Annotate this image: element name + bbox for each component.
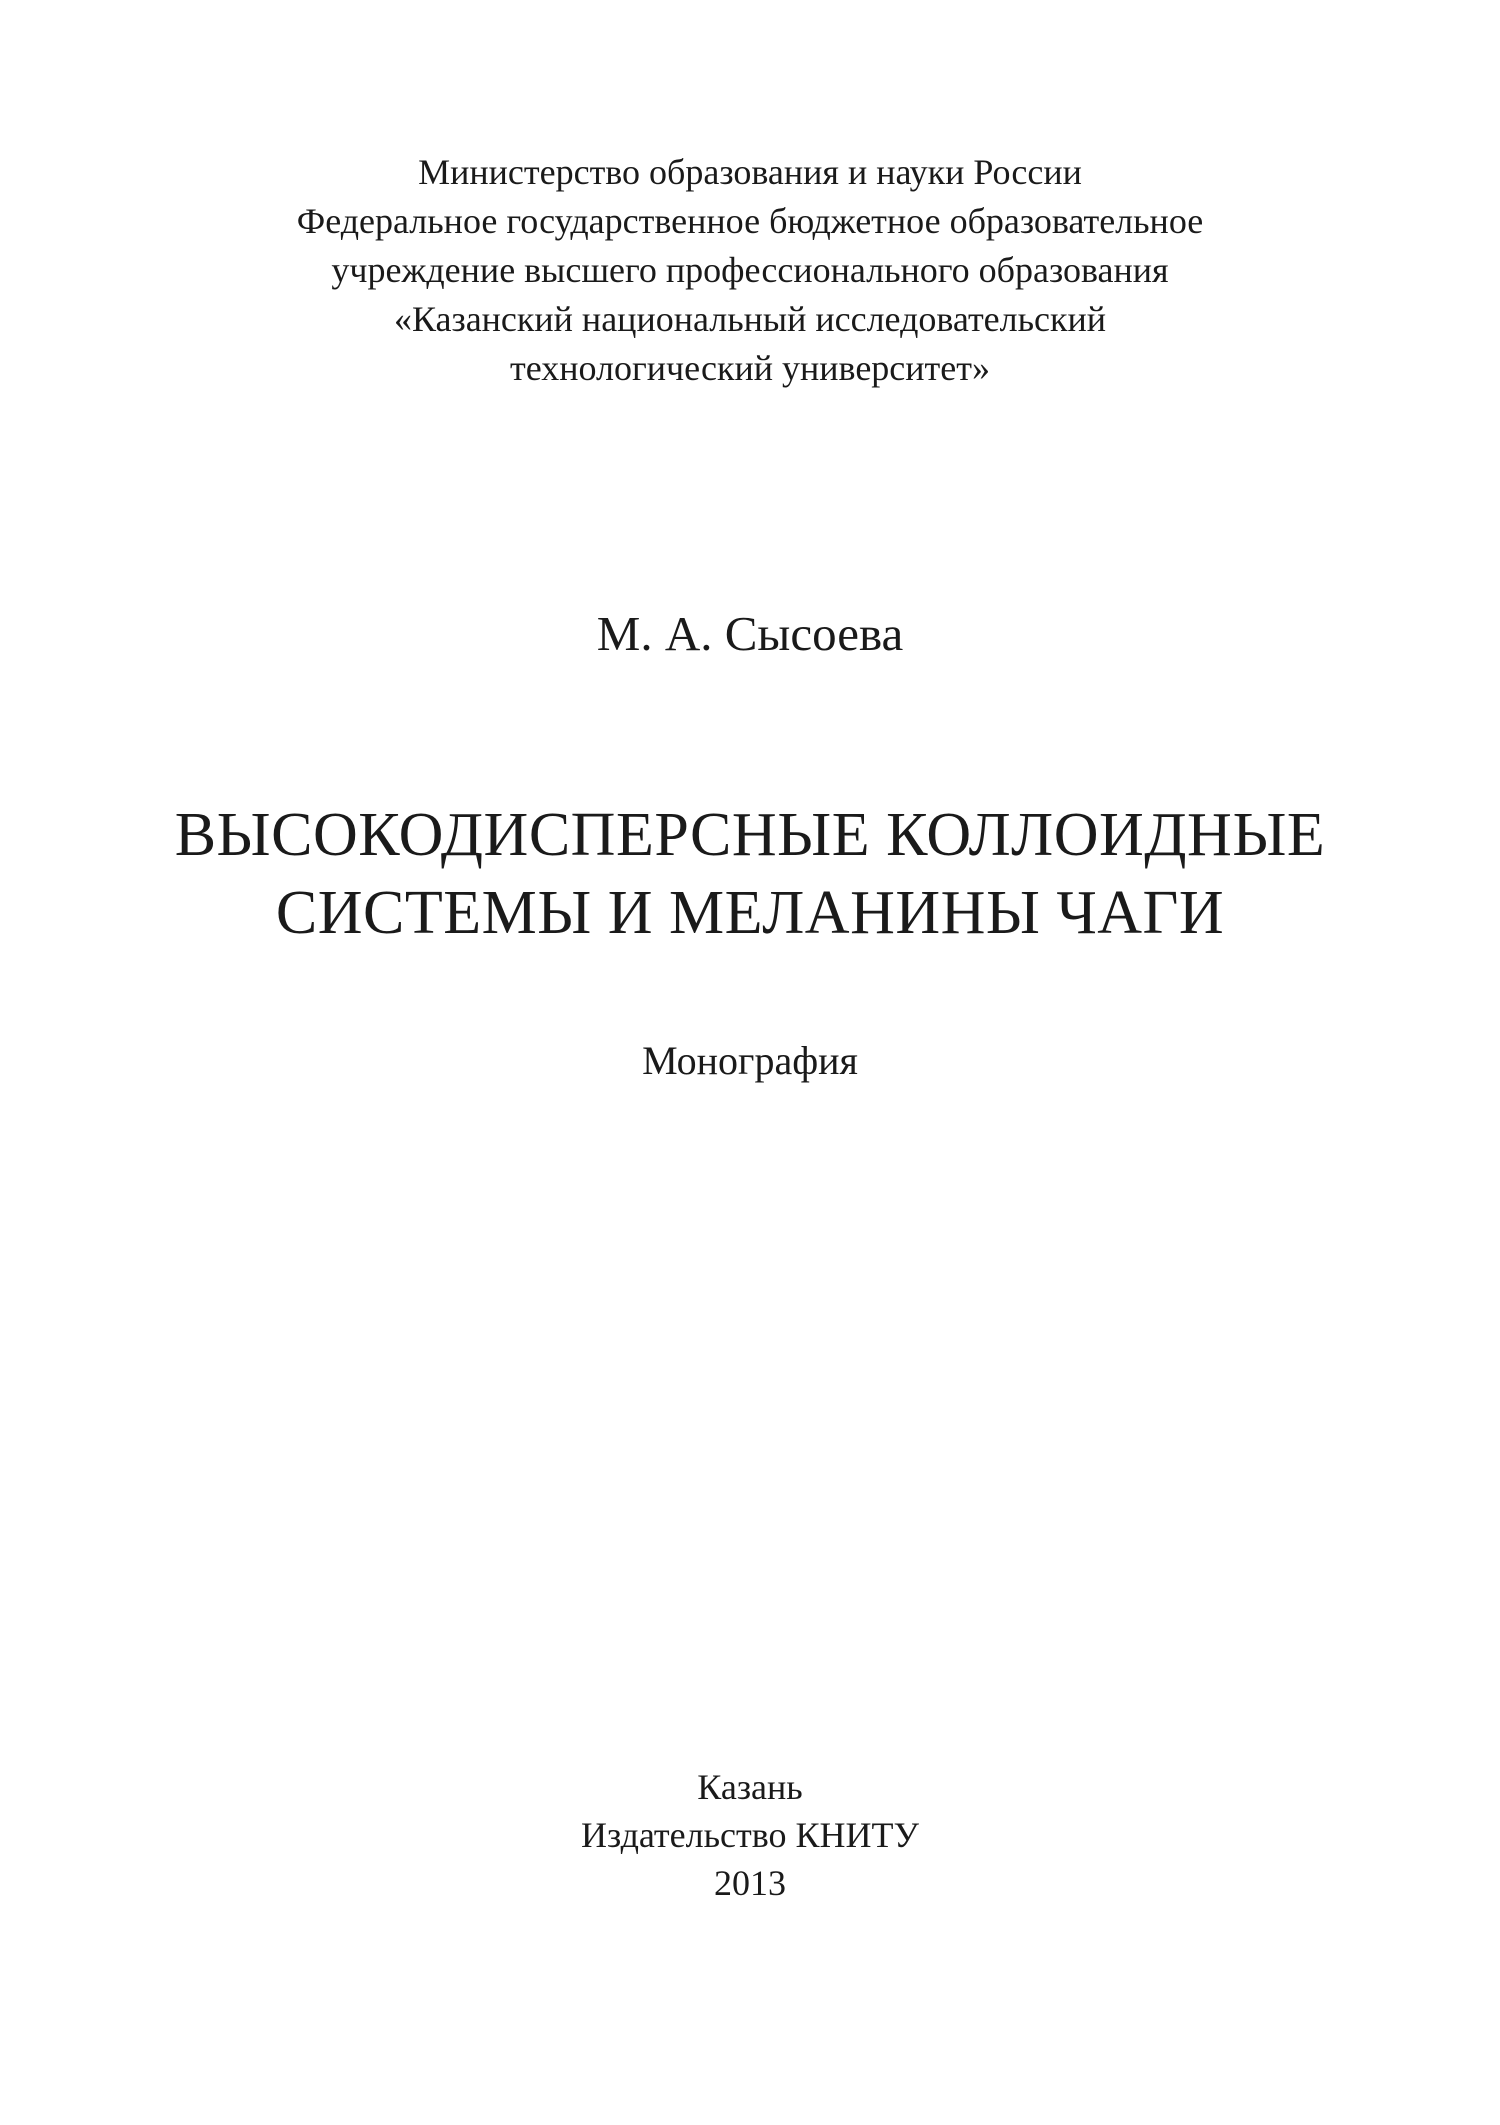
author-name: М. А. Сысоева <box>596 606 904 661</box>
institution-line-federal: Федеральное государственное бюджетное образовательное <box>296 201 1204 241</box>
book-title-line-2: СИСТЕМЫ И МЕЛАНИНЫ ЧАГИ <box>275 879 1225 947</box>
institution-line-university-type: технологический университет» <box>510 348 990 388</box>
imprint <box>0 1763 1500 1907</box>
book-title-line-1: ВЫСОКОДИСПЕРСНЫЕ КОЛЛОИДНЫЕ <box>174 801 1326 869</box>
institution-line-university-name: «Казанский национальный исследовательский <box>393 299 1107 339</box>
institution-line-ministry: Министерство образования и науки России <box>418 152 1082 192</box>
imprint-year: 2013 <box>714 1863 786 1903</box>
book-title <box>0 796 1500 952</box>
document-type: Монография <box>642 1038 858 1083</box>
institution-line-education: учреждение высшего профессионального образования <box>331 250 1169 290</box>
imprint-city: Казань <box>697 1767 803 1807</box>
imprint-publisher: Издательство КНИТУ <box>581 1815 919 1855</box>
institution-header <box>0 148 1500 393</box>
